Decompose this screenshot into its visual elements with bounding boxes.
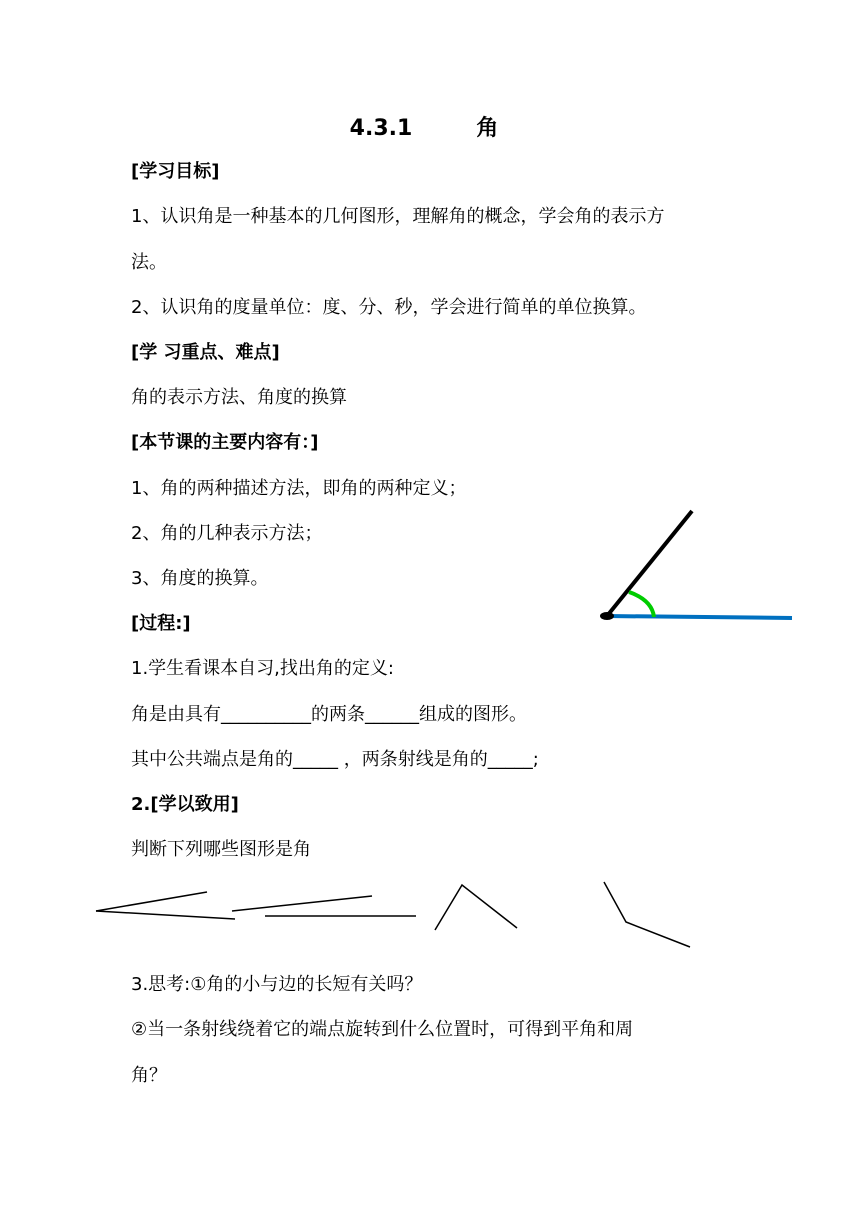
judge-text: 判断下列哪些图形是角 bbox=[131, 839, 311, 860]
content-heading: [本节课的主要内容有：] bbox=[131, 432, 319, 453]
section-title-word: 角 bbox=[476, 116, 499, 141]
question-2-line-b: 角？ bbox=[131, 1065, 167, 1086]
section-number: 4.3.1 bbox=[349, 116, 413, 141]
figure-2 bbox=[232, 896, 416, 916]
figure-4 bbox=[604, 882, 690, 947]
content-item-1: 1、角的两种描述方法，即角的两种定义； bbox=[131, 478, 467, 499]
step-1: 1.学生看课本自习,找出角的定义: bbox=[131, 658, 394, 679]
process-heading: [过程:] bbox=[131, 613, 191, 634]
angle-ray-blue bbox=[607, 616, 792, 618]
figure-1-line-a bbox=[96, 892, 207, 911]
objective-2: 2、认识角的度量单位：度、分、秒，学会进行简单的单位换算。 bbox=[131, 297, 647, 318]
step-2: 2.[学以致用] bbox=[131, 794, 239, 815]
figure-3-angle bbox=[435, 885, 517, 930]
figure-4-angle bbox=[604, 882, 690, 947]
content-item-3: 3、角度的换算。 bbox=[131, 568, 269, 589]
definition-fill-blank: 角是由具有__________的两条______组成的图形。 bbox=[131, 704, 527, 725]
content-item-2: 2、角的几种表示方法； bbox=[131, 523, 323, 544]
angle-vertex-dot bbox=[600, 612, 614, 620]
objective-1-line-a: 1、认识角是一种基本的几何图形，理解角的概念，学会角的表示方 bbox=[131, 206, 665, 227]
figure-1-line-b bbox=[96, 911, 235, 919]
question-2-line-a: ②当一条射线绕着它的端点旋转到什么位置时，可得到平角和周 bbox=[131, 1019, 634, 1040]
key-points-heading: [学 习重点、难点] bbox=[131, 342, 280, 363]
figure-3 bbox=[435, 885, 517, 930]
figure-1 bbox=[96, 892, 235, 919]
angle-ray-black bbox=[607, 511, 692, 616]
key-points-text: 角的表示方法、角度的换算 bbox=[131, 387, 347, 408]
angle-diagram bbox=[600, 511, 792, 620]
figure-2-line-a bbox=[232, 896, 372, 911]
step-3-question-1: 3.思考:①角的小与边的长短有关吗？ bbox=[131, 974, 423, 995]
angle-arc bbox=[629, 592, 654, 617]
vertex-fill-blank: 其中公共端点是角的_____ ，两条射线是角的_____; bbox=[131, 749, 539, 770]
objectives-heading: [学习目标] bbox=[131, 161, 220, 182]
objective-1-line-b: 法。 bbox=[131, 252, 167, 273]
